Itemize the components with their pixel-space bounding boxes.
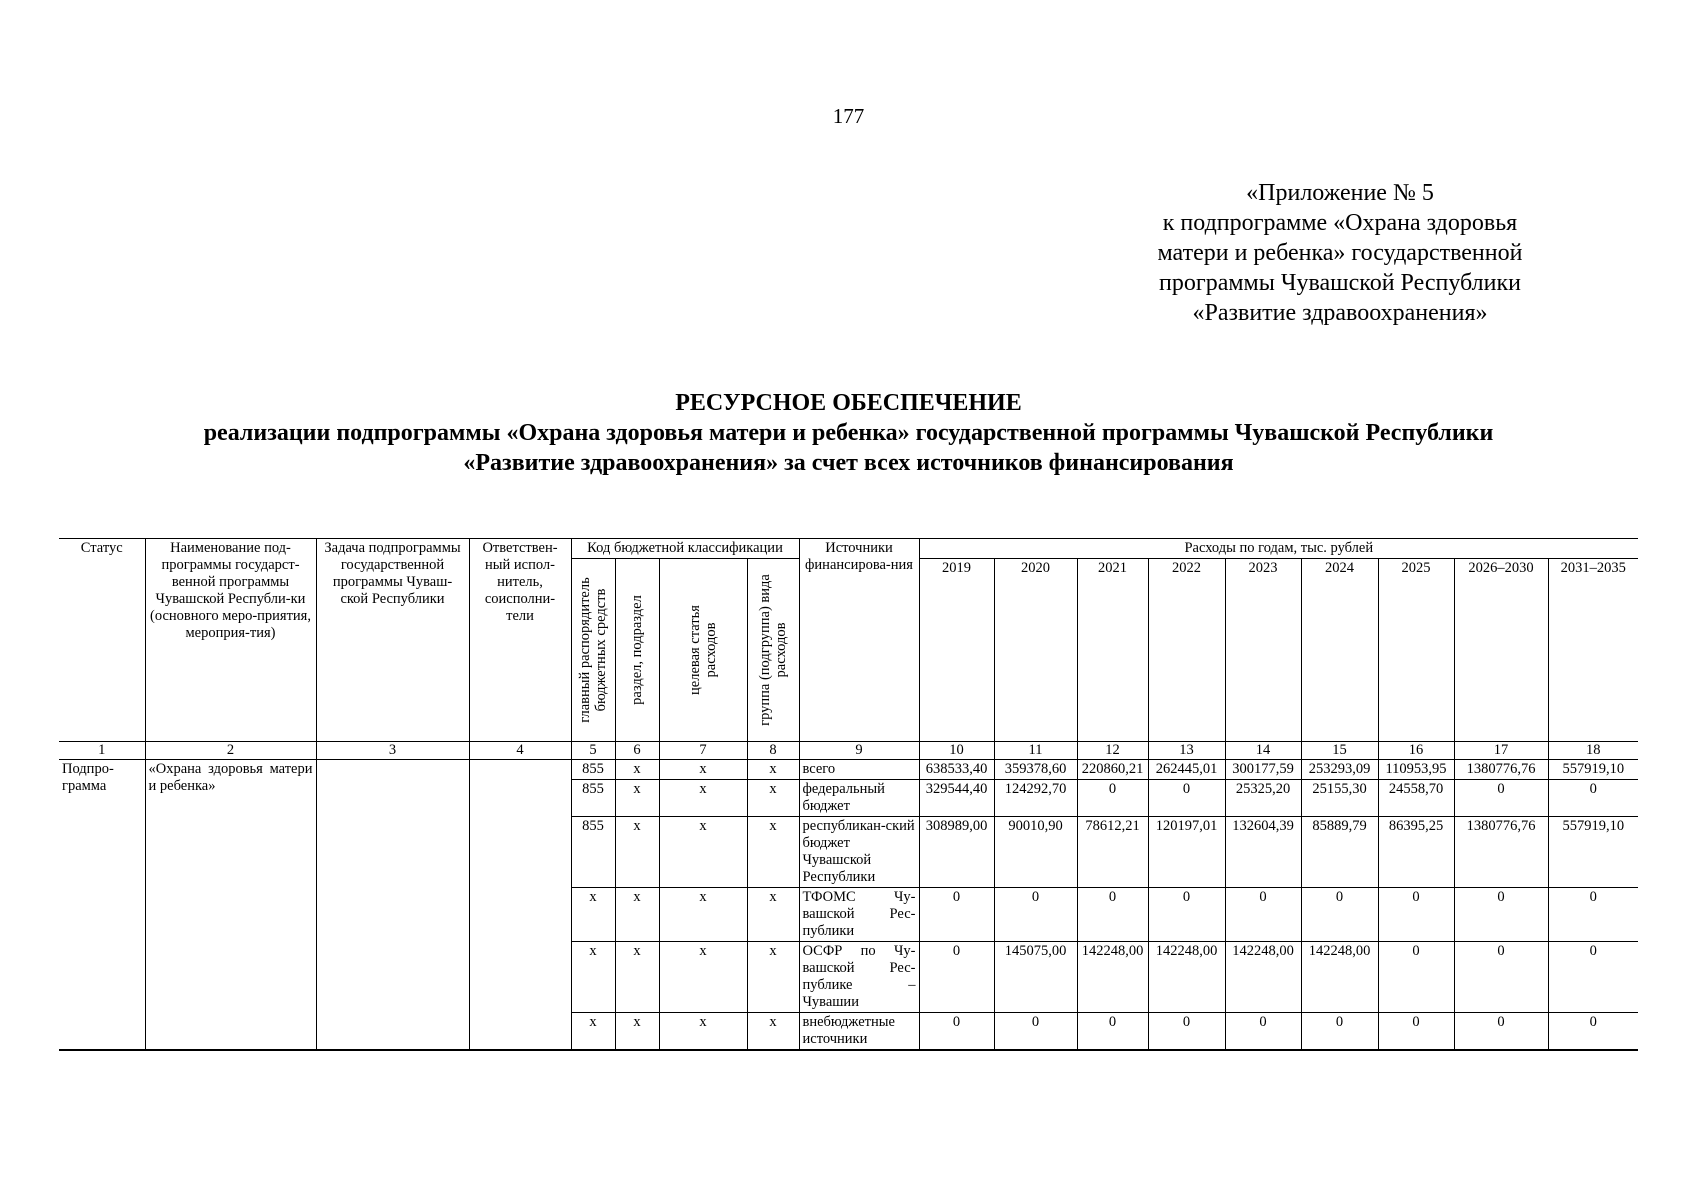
value-cell: 0	[919, 888, 994, 942]
value-cell: 0	[1148, 888, 1225, 942]
code-article: x	[659, 817, 747, 888]
value-cell: 120197,01	[1148, 817, 1225, 888]
header-bcc-gr: главный распорядитель бюджетных средств	[571, 559, 615, 742]
header-year: 2022	[1148, 559, 1225, 742]
code-group: x	[747, 760, 799, 780]
header-responsible: Ответствен-ный испол-нитель, соисполни-тели	[469, 539, 571, 742]
source-cell: федеральный бюджет	[799, 780, 919, 817]
header-year: 2021	[1077, 559, 1148, 742]
header-bcc-section: раздел, подраздел	[615, 559, 659, 742]
column-number: 13	[1148, 742, 1225, 760]
value-cell: 0	[1148, 1013, 1225, 1051]
header-bcc-article: целевая статья расходов	[659, 559, 747, 742]
heading-subtitle-line-1: реализации подпрограммы «Охрана здоровья матери и ребенка» государственной программы Чувашской Республики	[203, 420, 1494, 446]
value-cell: 90010,90	[994, 817, 1077, 888]
column-number: 9	[799, 742, 919, 760]
source-cell: внебюджетные источники	[799, 1013, 919, 1051]
value-cell: 0	[994, 1013, 1077, 1051]
value-cell: 0	[1548, 942, 1638, 1013]
value-cell: 142248,00	[1301, 942, 1378, 1013]
column-number: 7	[659, 742, 747, 760]
code-gr: 855	[571, 780, 615, 817]
appendix-line: программы Чувашской Республики	[1159, 270, 1521, 296]
value-cell: 124292,70	[994, 780, 1077, 817]
value-cell: 638533,40	[919, 760, 994, 780]
source-cell: ОСФР по Чу-вашской Рес-публике – Чувашии	[799, 942, 919, 1013]
code-section: x	[615, 817, 659, 888]
source-cell: ТФОМС Чу-вашской Рес-публики	[799, 888, 919, 942]
value-cell: 329544,40	[919, 780, 994, 817]
column-number-row	[59, 742, 1638, 760]
value-cell: 220860,21	[1077, 760, 1148, 780]
column-number: 17	[1454, 742, 1548, 760]
code-article: x	[659, 760, 747, 780]
value-cell: 0	[1548, 780, 1638, 817]
code-group: x	[747, 780, 799, 817]
header-name: Наименование под-программы государст-венной программы Чувашской Республи-ки (основного меро-приятия, мероприя-тия)	[145, 539, 316, 742]
value-cell: 0	[1225, 1013, 1301, 1051]
value-cell: 308989,00	[919, 817, 994, 888]
column-number: 1	[59, 742, 145, 760]
value-cell: 0	[1548, 1013, 1638, 1051]
appendix-line: «Развитие здравоохранения»	[1192, 300, 1488, 326]
header-task: Задача подпрограммы государственной программы Чуваш-ской Республики	[316, 539, 469, 742]
code-group: x	[747, 817, 799, 888]
column-number: 11	[994, 742, 1077, 760]
value-cell: 132604,39	[1225, 817, 1301, 888]
resource-table	[59, 538, 1638, 1051]
value-cell: 86395,25	[1378, 817, 1454, 888]
code-article: x	[659, 888, 747, 942]
column-number: 15	[1301, 742, 1378, 760]
appendix-line: матери и ребенка» государственной	[1157, 240, 1523, 266]
value-cell: 300177,59	[1225, 760, 1301, 780]
header-year: 2023	[1225, 559, 1301, 742]
value-cell: 1380776,76	[1454, 817, 1548, 888]
appendix-line: к подпрограмме «Охрана здоровья	[1162, 210, 1518, 236]
program-status: Подпро-грамма	[59, 760, 145, 1051]
value-cell: 253293,09	[1301, 760, 1378, 780]
appendix-line: «Приложение № 5	[1246, 180, 1434, 206]
header-year: 2026–2030	[1454, 559, 1548, 742]
column-number: 14	[1225, 742, 1301, 760]
code-section: x	[615, 760, 659, 780]
code-article: x	[659, 1013, 747, 1051]
value-cell: 0	[1378, 942, 1454, 1013]
value-cell: 0	[1077, 1013, 1148, 1051]
value-cell: 142248,00	[1225, 942, 1301, 1013]
value-cell: 25325,20	[1225, 780, 1301, 817]
value-cell: 0	[1454, 780, 1548, 817]
code-group: x	[747, 1013, 799, 1051]
value-cell: 0	[1225, 888, 1301, 942]
program-name: «Охрана здоровья матери и ребенка»	[145, 760, 316, 1051]
header-year: 2031–2035	[1548, 559, 1638, 742]
code-section: x	[615, 1013, 659, 1051]
header-year: 2025	[1378, 559, 1454, 742]
value-cell: 262445,01	[1148, 760, 1225, 780]
code-gr: 855	[571, 760, 615, 780]
column-number: 4	[469, 742, 571, 760]
header-sources: Источники финансирова-ния	[799, 539, 919, 742]
header-year: 2019	[919, 559, 994, 742]
document-heading	[60, 388, 1637, 478]
page-number: 177	[832, 104, 865, 128]
value-cell: 557919,10	[1548, 760, 1638, 780]
column-number: 2	[145, 742, 316, 760]
source-cell: республикан-ский бюджет Чувашской Республики	[799, 817, 919, 888]
value-cell: 142248,00	[1077, 942, 1148, 1013]
program-task	[316, 760, 469, 1051]
heading-subtitle-line-2: «Развитие здравоохранения» за счет всех источников финансирования	[463, 450, 1234, 476]
header-bcc-group: группа (подгруппа) вида расходов	[747, 559, 799, 742]
column-number: 12	[1077, 742, 1148, 760]
code-article: x	[659, 780, 747, 817]
header-year: 2024	[1301, 559, 1378, 742]
header-expenses: Расходы по годам, тыс. рублей	[919, 539, 1638, 559]
value-cell: 359378,60	[994, 760, 1077, 780]
code-group: x	[747, 942, 799, 1013]
value-cell: 0	[919, 1013, 994, 1051]
value-cell: 0	[1454, 888, 1548, 942]
value-cell: 0	[919, 942, 994, 1013]
column-number: 18	[1548, 742, 1638, 760]
value-cell: 142248,00	[1148, 942, 1225, 1013]
value-cell: 1380776,76	[1454, 760, 1548, 780]
value-cell: 0	[1301, 888, 1378, 942]
code-section: x	[615, 888, 659, 942]
code-group: x	[747, 888, 799, 942]
value-cell: 0	[1378, 1013, 1454, 1051]
column-number: 3	[316, 742, 469, 760]
value-cell: 0	[994, 888, 1077, 942]
value-cell: 0	[1454, 942, 1548, 1013]
value-cell: 25155,30	[1301, 780, 1378, 817]
code-article: x	[659, 942, 747, 1013]
value-cell: 145075,00	[994, 942, 1077, 1013]
code-gr: 855	[571, 817, 615, 888]
value-cell: 110953,95	[1378, 760, 1454, 780]
code-gr: x	[571, 1013, 615, 1051]
column-number: 8	[747, 742, 799, 760]
value-cell: 557919,10	[1548, 817, 1638, 888]
code-section: x	[615, 942, 659, 1013]
value-cell: 0	[1378, 888, 1454, 942]
value-cell: 0	[1077, 780, 1148, 817]
value-cell: 0	[1077, 888, 1148, 942]
value-cell: 85889,79	[1301, 817, 1378, 888]
code-section: x	[615, 780, 659, 817]
program-responsible	[469, 760, 571, 1051]
header-year: 2020	[994, 559, 1077, 742]
code-gr: x	[571, 942, 615, 1013]
appendix-note	[1135, 178, 1545, 328]
heading-title: РЕСУРСНОЕ ОБЕСПЕЧЕНИЕ	[675, 390, 1022, 416]
value-cell: 24558,70	[1378, 780, 1454, 817]
value-cell: 0	[1148, 780, 1225, 817]
code-gr: x	[571, 888, 615, 942]
column-number: 5	[571, 742, 615, 760]
table-row	[59, 760, 1638, 780]
value-cell: 0	[1301, 1013, 1378, 1051]
column-number: 10	[919, 742, 994, 760]
value-cell: 0	[1454, 1013, 1548, 1051]
value-cell: 0	[1548, 888, 1638, 942]
column-number: 16	[1378, 742, 1454, 760]
source-cell: всего	[799, 760, 919, 780]
header-bcc: Код бюджетной классификации	[571, 539, 799, 559]
column-number: 6	[615, 742, 659, 760]
value-cell: 78612,21	[1077, 817, 1148, 888]
header-status: Статус	[59, 539, 145, 742]
